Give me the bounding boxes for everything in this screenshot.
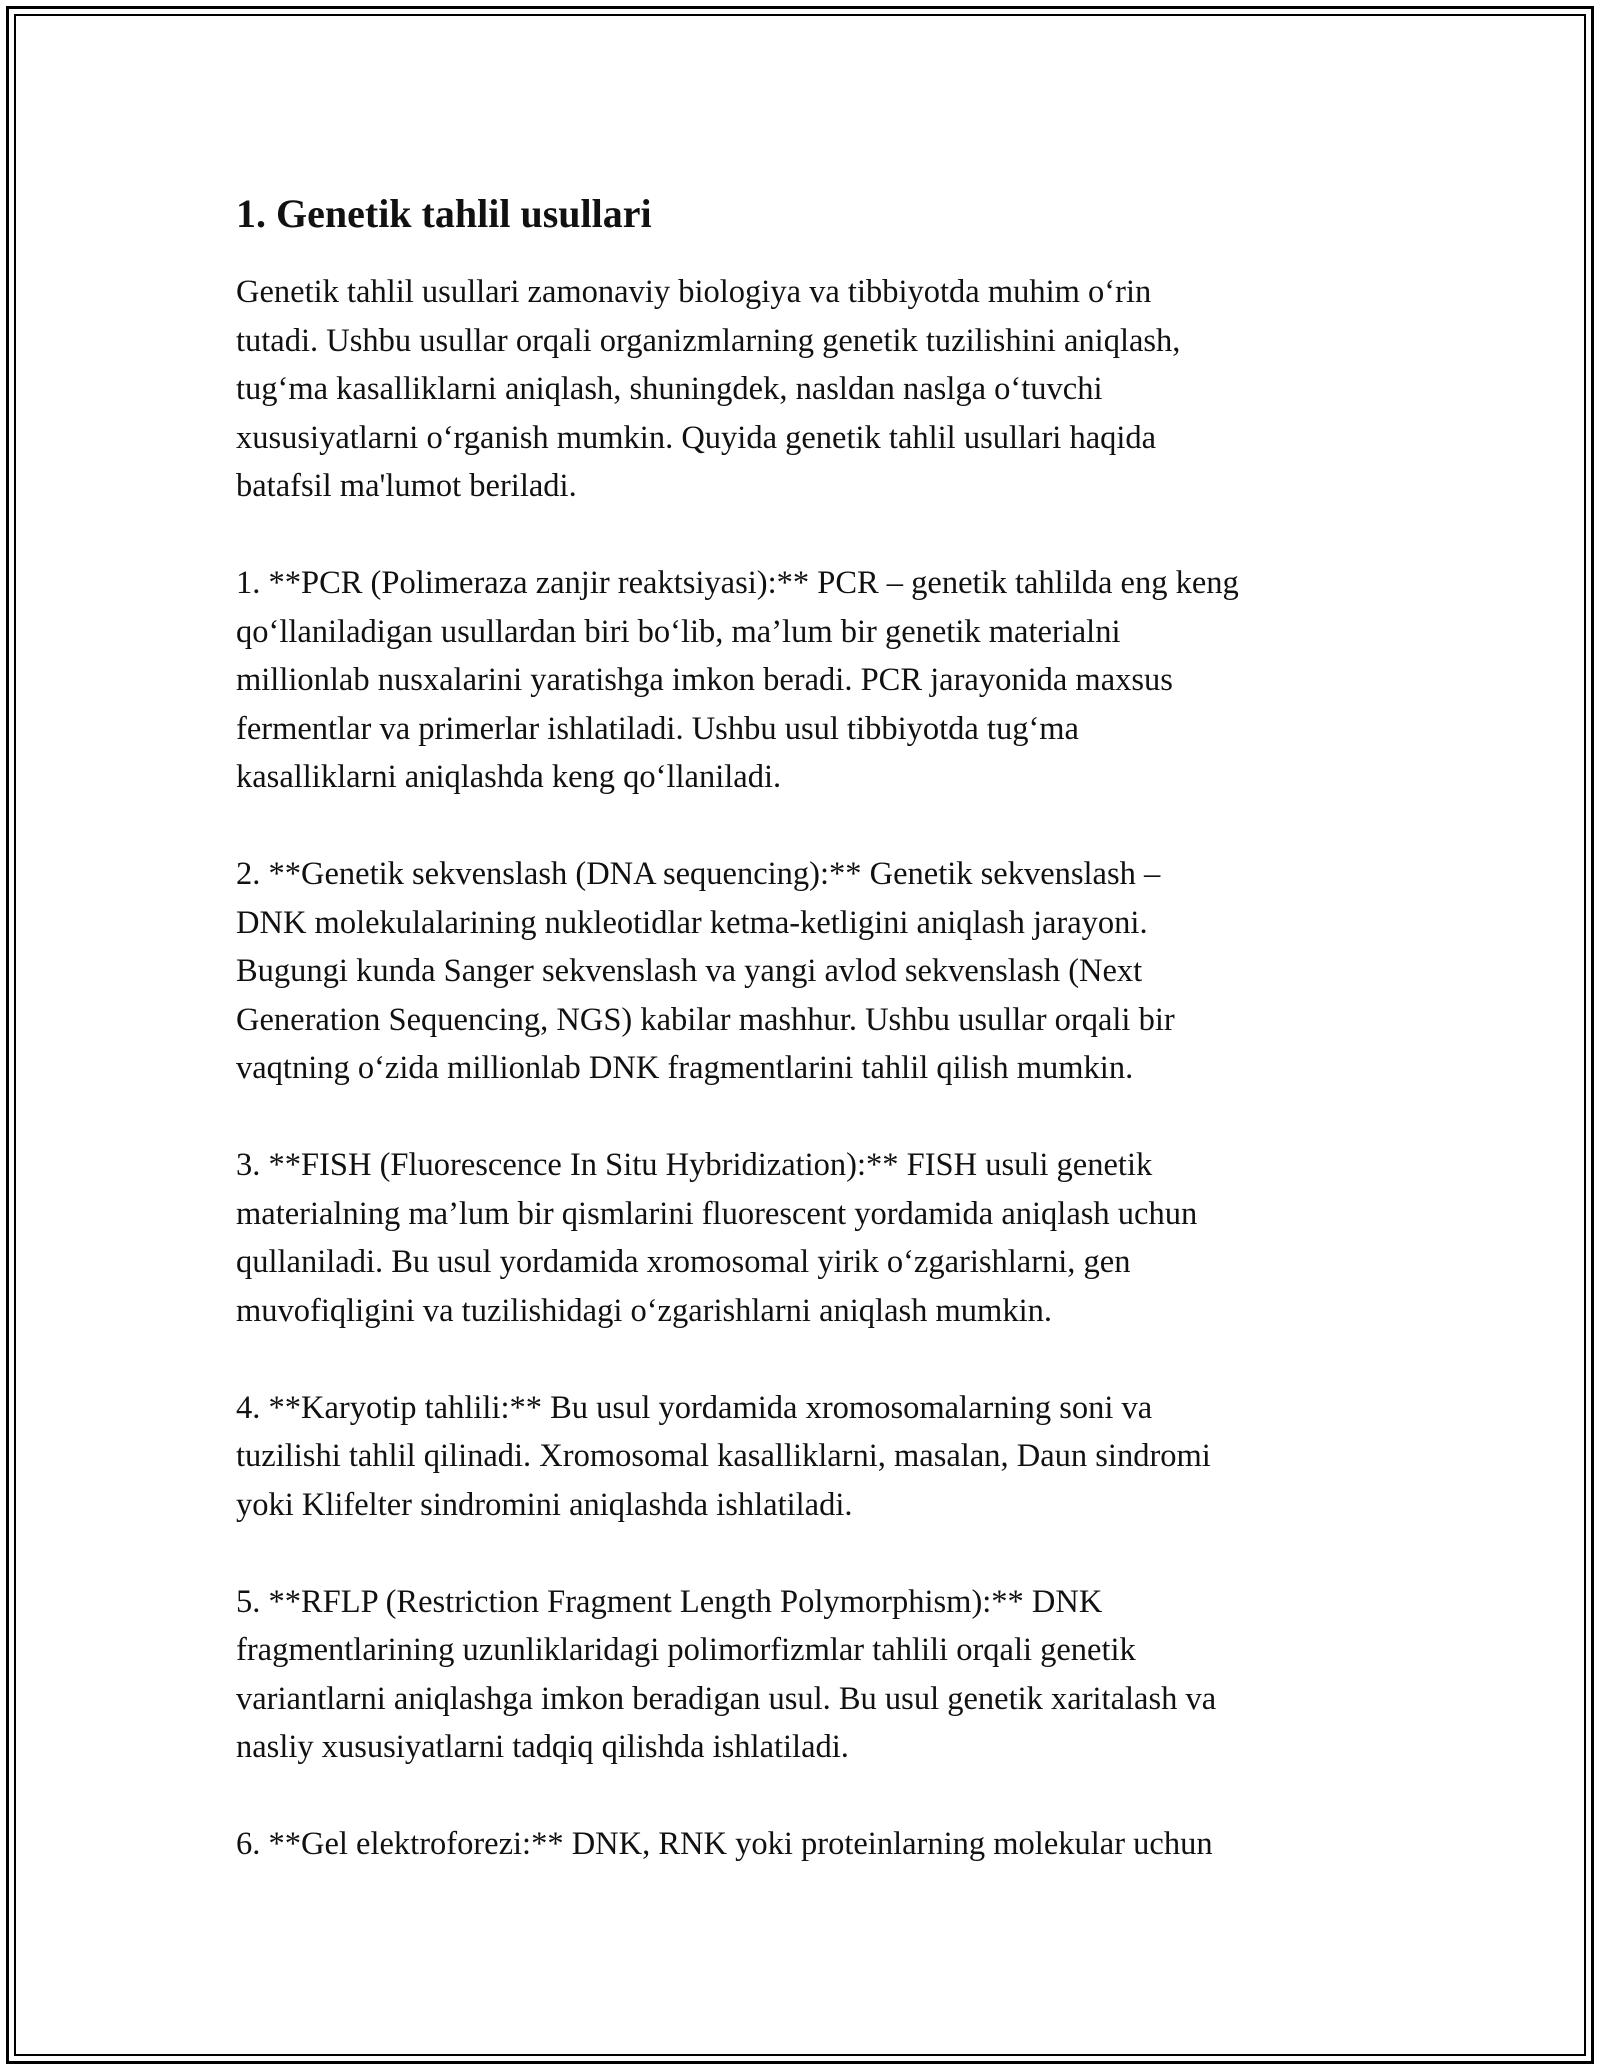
- document-body: [236, 190, 1386, 1869]
- paragraph-line: variantlarni aniqlashga imkon beradigan usul. Bu usul genetik xaritalash va: [236, 1680, 1217, 1717]
- list-item-sequencing: [236, 850, 1386, 1093]
- paragraph-line: muvofiqligini va tuzilishidagi o‘zgarishlarni aniqlash mumkin.: [236, 1292, 1052, 1329]
- list-item-pcr: [236, 559, 1386, 802]
- paragraph-line: 5. **RFLP (Restriction Fragment Length Polymorphism):** DNK: [236, 1583, 1103, 1620]
- paragraph-line: Genetik tahlil usullari zamonaviy biologiya va tibbiyotda muhim o‘rin: [236, 274, 1152, 310]
- paragraph-line: 6. **Gel elektroforezi:** DNK, RNK yoki proteinlarning molekular uchun: [236, 1826, 1213, 1862]
- list-item-gel-electrophoresis: [236, 1820, 1386, 1869]
- section-heading: 1. Genetik tahlil usullari: [236, 191, 652, 236]
- paragraph-line: 3. **FISH (Fluorescence In Situ Hybridization):** FISH usuli genetik: [236, 1147, 1153, 1183]
- paragraph-line: 2. **Genetik sekvenslash (DNA sequencing):** Genetik sekvenslash –: [236, 856, 1161, 892]
- list-item-karyotype: [236, 1384, 1386, 1530]
- intro-paragraph: [236, 268, 1386, 511]
- paragraph-line: Bugungi kunda Sanger sekvenslash va yangi avlod sekvenslash (Next: [236, 953, 1143, 989]
- paragraph-line: vaqtning o‘zida millionlab DNK fragmentlarini tahlil qilish mumkin.: [236, 1050, 1134, 1086]
- paragraph-line: batafsil ma'lumot beriladi.: [236, 468, 577, 504]
- paragraph-line: 4. **Karyotip tahlili:** Bu usul yordamida xromosomalarning soni va: [236, 1389, 1153, 1426]
- paragraph-line: tutadi. Ushbu usullar orqali organizmlarning genetik tuzilishini aniqlash,: [236, 322, 1181, 359]
- paragraph-line: nasliy xususiyatlarni tadqiq qilishda ishlatiladi.: [236, 1729, 849, 1765]
- paragraph-line: yoki Klifelter sindromini aniqlashda ishlatiladi.: [236, 1486, 853, 1523]
- list-item-rflp: [236, 1578, 1386, 1772]
- paragraph-line: qullaniladi. Bu usul yordamida xromosomal yirik o‘zgarishlarni, gen: [236, 1244, 1131, 1280]
- paragraph-line: fermentlar va primerlar ishlatiladi. Ushbu usul tibbiyotda tug‘ma: [236, 710, 1079, 747]
- paragraph-line: 1. **PCR (Polimeraza zanjir reaktsiyasi):** PCR – genetik tahlilda eng keng: [236, 565, 1239, 601]
- paragraph-line: millionlab nusxalarini yaratishga imkon beradi. PCR jarayonida maxsus: [236, 662, 1173, 698]
- paragraph-line: xususiyatlarni o‘rganish mumkin. Quyida genetik tahlil usullari haqida: [236, 419, 1157, 456]
- paragraph-line: DNK molekulalarining nukleotidlar ketma-ketligini aniqlash jarayoni.: [236, 904, 1148, 941]
- paragraph-line: kasalliklarni aniqlashda keng qo‘llaniladi.: [236, 759, 782, 795]
- paragraph-line: Generation Sequencing, NGS) kabilar mashhur. Ushbu usullar orqali bir: [236, 1001, 1175, 1038]
- paragraph-line: qo‘llaniladigan usullardan biri bo‘lib, ma’lum bir genetik materialni: [236, 613, 1121, 650]
- paragraph-line: materialning ma’lum bir qismlarini fluorescent yordamida aniqlash uchun: [236, 1195, 1198, 1232]
- paragraph-line: tuzilishi tahlil qilinadi. Xromosomal kasalliklarni, masalan, Daun sindromi: [236, 1438, 1211, 1474]
- paragraph-line: fragmentlarining uzunliklaridagi polimorfizmlar tahlili orqali genetik: [236, 1632, 1136, 1668]
- paragraph-line: tug‘ma kasalliklarni aniqlash, shuningdek, nasldan naslga o‘tuvchi: [236, 371, 1103, 407]
- list-item-fish: [236, 1141, 1386, 1335]
